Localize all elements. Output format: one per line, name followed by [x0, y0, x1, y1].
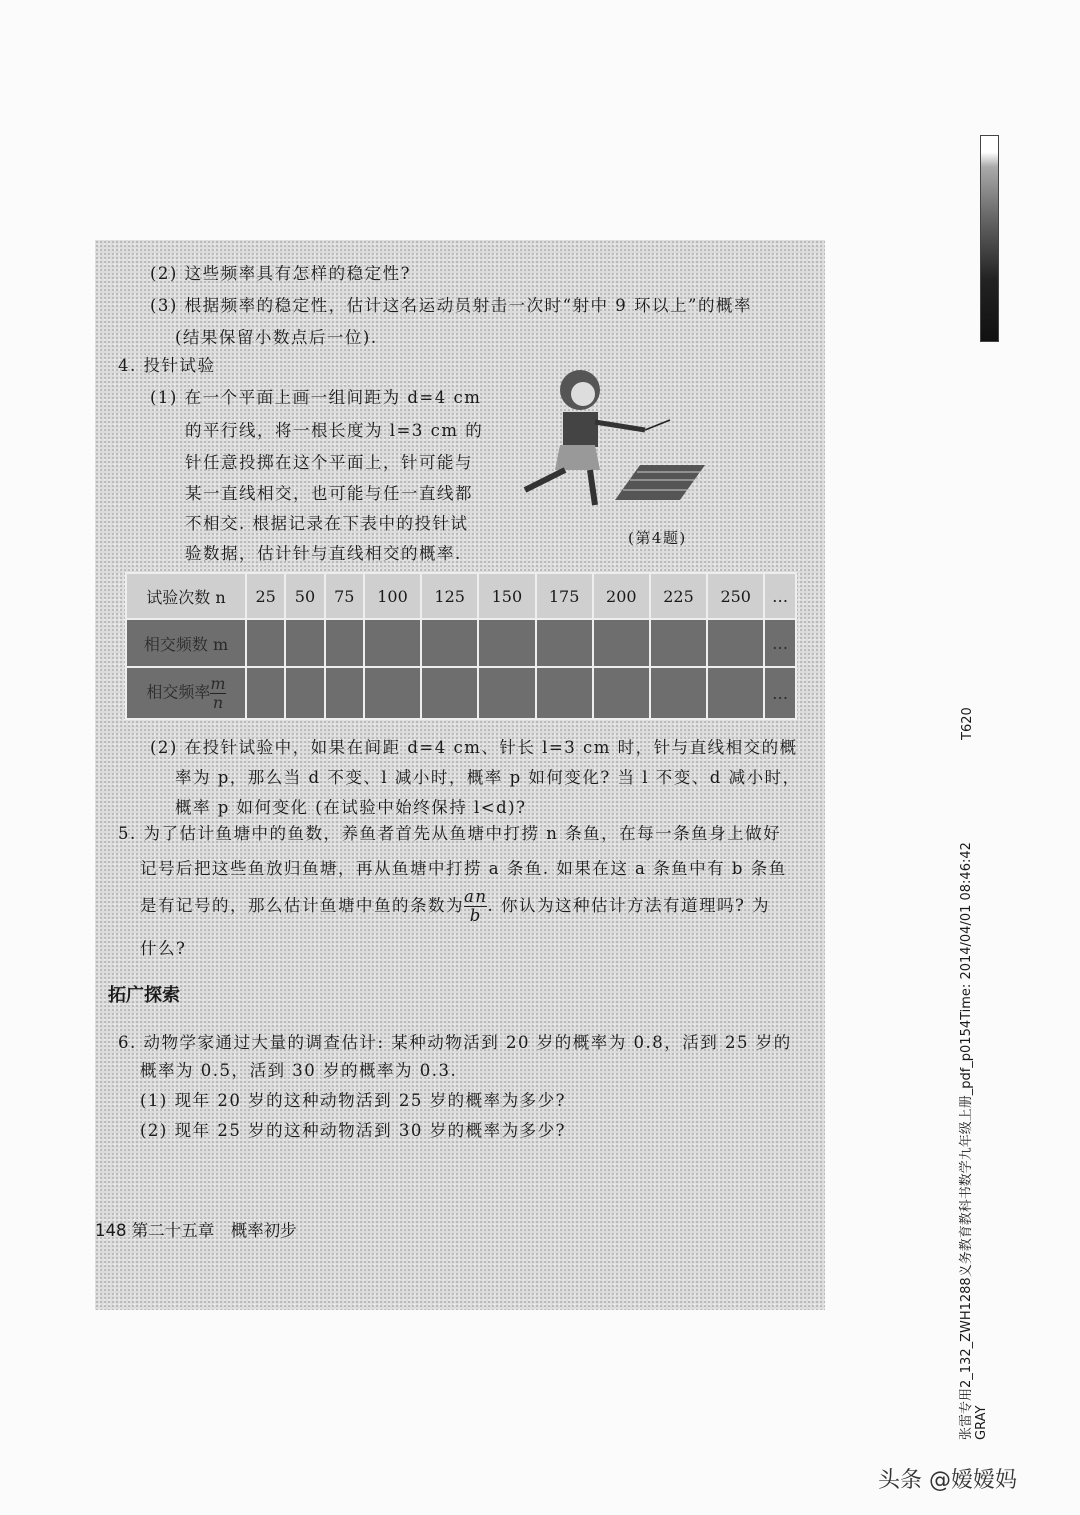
trial-count: 50	[285, 573, 324, 619]
q5-line: 什么?	[140, 939, 187, 958]
figure-caption: (第4题)	[628, 529, 687, 547]
scan-label-gray: GRAY	[974, 1405, 989, 1440]
q4-p1-line: 针任意投掷在这个平面上，针可能与	[185, 453, 473, 472]
q5-line	[140, 888, 770, 925]
q4-title: 4. 投针试验	[118, 356, 216, 375]
trial-count: …	[764, 573, 796, 619]
numerator: an	[464, 887, 488, 906]
section-heading: 拓广探索	[108, 985, 180, 1006]
q4-p2-line: (2) 在投针试验中，如果在间距 d=4 cm、针长 l=3 cm 时，针与直线相交的概	[150, 738, 798, 757]
q6-line: (2) 现年 25 岁的这种动物活到 30 岁的概率为多少?	[140, 1121, 566, 1140]
page-footer: 148 第二十五章 概率初步	[95, 1221, 297, 1240]
fraction-m-over-n	[210, 675, 225, 711]
q4-p2-line: 概率 p 如何变化 (在试验中始终保持 l<d)?	[175, 798, 527, 817]
trial-count: 100	[364, 573, 421, 619]
q3-part3-cont: (结果保留小数点后一位).	[175, 328, 378, 347]
q6-line: 概率为 0.5，活到 30 岁的概率为 0.3.	[140, 1061, 458, 1080]
trial-count: 25	[246, 573, 285, 619]
q4-p2-line: 率为 p，那么当 d 不变、l 减小时，概率 p 如何变化? 当 l 不变、d 减小时，	[175, 768, 801, 787]
trial-count: 75	[325, 573, 364, 619]
ellipsis-cell: …	[764, 667, 796, 719]
watermark: 头条 @嫒嫒妈	[878, 1468, 1017, 1493]
numerator: m	[210, 673, 226, 693]
q5-line: 5. 为了估计鱼塘中的鱼数，养鱼者首先从鱼塘中打捞 n 条鱼，在每一条鱼身上做好	[118, 824, 782, 843]
trial-count: 125	[421, 573, 478, 619]
fraction-an-over-b	[464, 888, 487, 925]
trial-count: 175	[536, 573, 593, 619]
q4-p1-line: 不相交. 根据记录在下表中的投针试	[185, 514, 469, 533]
q3-part2: (2) 这些频率具有怎样的稳定性?	[150, 264, 411, 283]
grayscale-calibration-strip	[980, 135, 999, 342]
row-header-trials: 试验次数 n	[126, 573, 246, 619]
trial-count: 150	[478, 573, 535, 619]
row-header-frequency: 相交频数 m	[126, 619, 246, 667]
q4-p1-line: 某一直线相交，也可能与任一直线都	[185, 484, 473, 503]
q5-text: 是有记号的，那么估计鱼塘中鱼的条数为	[140, 896, 464, 916]
row-header-rate	[126, 667, 246, 719]
trial-count: 250	[707, 573, 764, 619]
girl-throwing-needle-illustration	[505, 360, 705, 510]
denominator: b	[469, 906, 482, 926]
q6-line: 6. 动物学家通过大量的调查估计: 某种动物活到 20 岁的概率为 0.8，活到 25 岁的	[118, 1033, 792, 1052]
rate-label: 相交频率	[146, 682, 211, 702]
q3-part3: (3) 根据频率的稳定性，估计这名运动员射击一次时“射中 9 环以上”的概率	[150, 296, 752, 315]
q4-p1-line: 验数据，估计针与直线相交的概率.	[185, 544, 462, 563]
trial-count: 200	[593, 573, 650, 619]
scan-label	[955, 842, 989, 1440]
q4-p1-line: 的平行线，将一根长度为 l=3 cm 的	[185, 421, 484, 440]
denominator: n	[212, 692, 224, 712]
scan-code: T620	[960, 707, 975, 740]
q6-line: (1) 现年 20 岁的这种动物活到 25 岁的概率为多少?	[140, 1091, 566, 1110]
ellipsis-cell: …	[764, 619, 796, 667]
trial-count: 225	[650, 573, 707, 619]
q5-line: 记号后把这些鱼放归鱼塘，再从鱼塘中打捞 a 条鱼. 如果在这 a 条鱼中有 b 条鱼	[140, 859, 787, 878]
scan-label-text: 张雷专用2_132_ZWH1288义务教育教科书数学九年级上册_pdf_p0154Time: 2014/04/01 08:46:42	[959, 842, 974, 1440]
needle-experiment-table	[125, 572, 797, 720]
q4-p1-line: (1) 在一个平面上画一组间距为 d=4 cm	[150, 388, 482, 407]
q5-text: . 你认为这种估计方法有道理吗? 为	[487, 896, 771, 916]
